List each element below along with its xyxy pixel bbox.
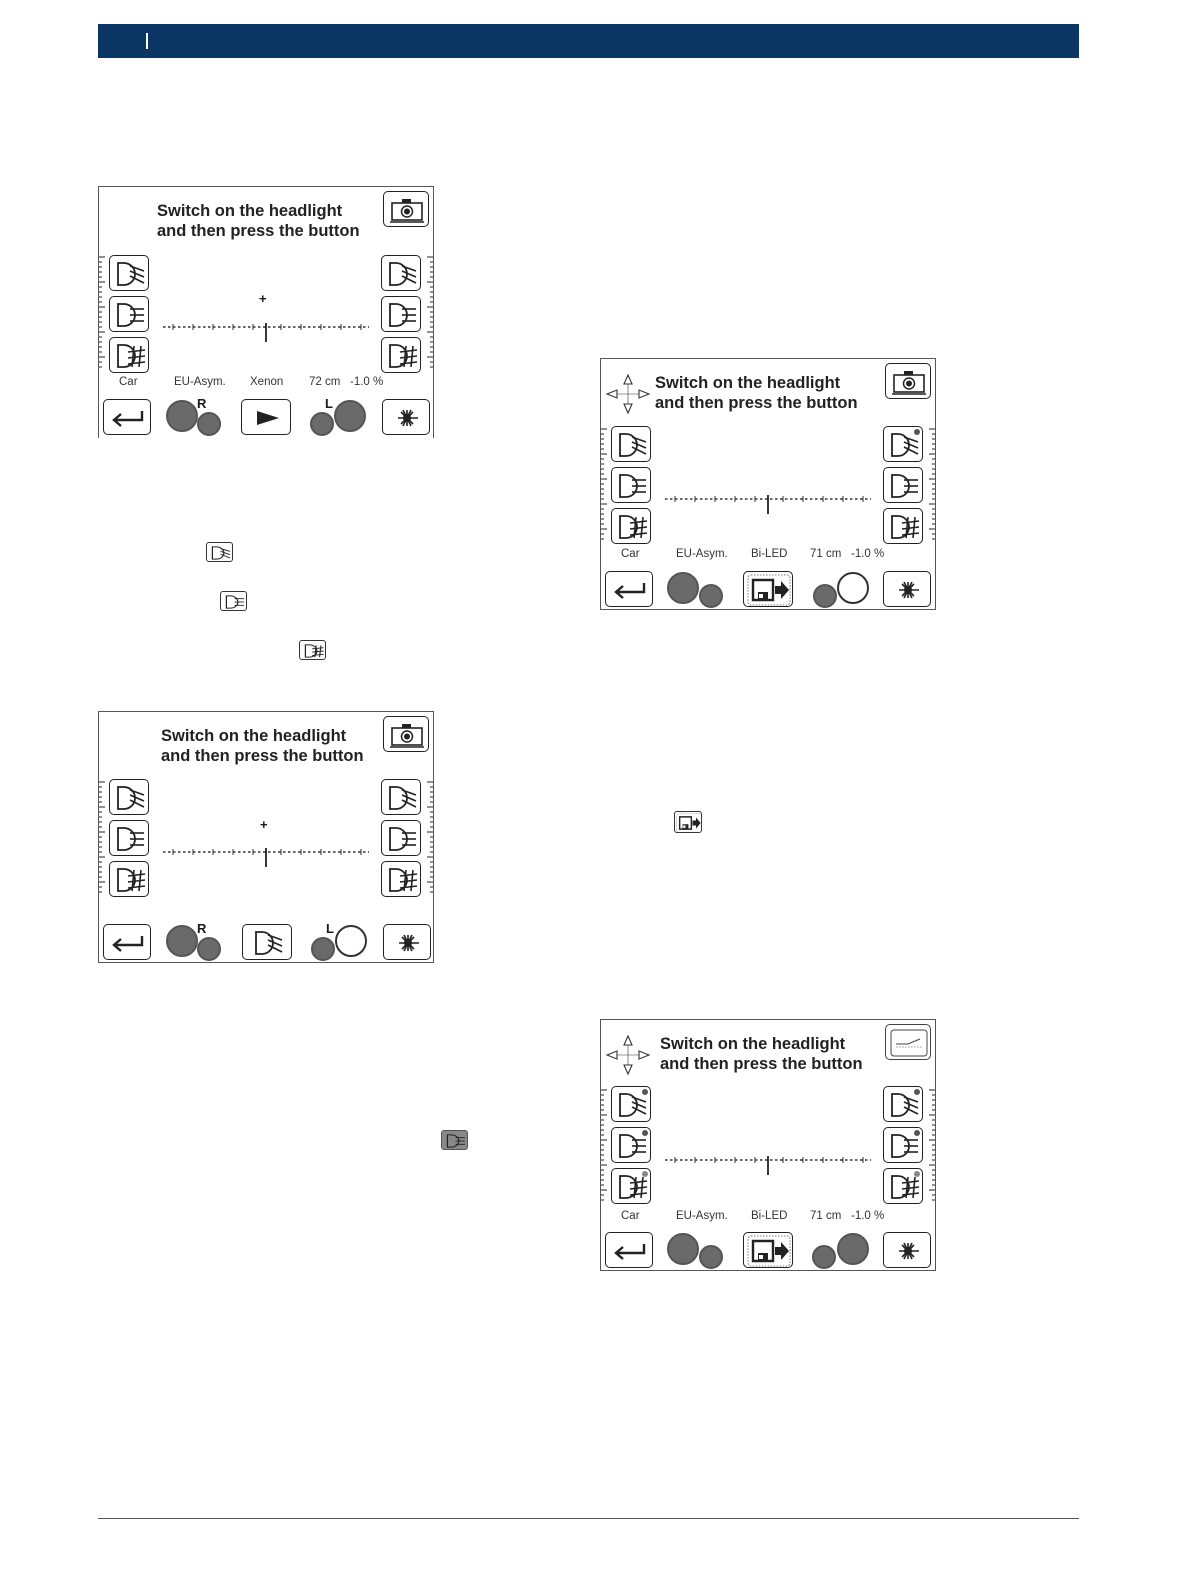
status-mode: EU-Asym. xyxy=(174,376,226,388)
left-fog-light-button[interactable] xyxy=(109,337,149,373)
left-low-beam-button[interactable] xyxy=(109,255,149,291)
high-beam-icon xyxy=(382,821,422,857)
inline-save-export-icon xyxy=(674,811,702,833)
inline-low-beam-icon xyxy=(206,542,233,562)
headlight-screen-xenon xyxy=(98,186,434,438)
left-low-beam-button[interactable] xyxy=(611,1086,651,1122)
back-arrow-icon xyxy=(104,400,152,436)
right-low-beam-button[interactable] xyxy=(883,426,923,462)
right-vertical-ruler xyxy=(427,780,433,894)
camera-icon xyxy=(384,717,430,753)
move-arrows-icon xyxy=(605,373,651,415)
crosshair-marker: + xyxy=(260,817,268,832)
low-beam-icon xyxy=(382,780,422,816)
laser-icon xyxy=(884,572,932,608)
right-side-letter: R xyxy=(197,921,207,936)
save-export-icon xyxy=(744,572,794,608)
right-low-beam-button[interactable] xyxy=(381,255,421,291)
fog-light-icon xyxy=(884,509,924,545)
chart-graph-icon xyxy=(886,1025,932,1061)
right-headlight-big-indicator xyxy=(166,925,198,957)
camera-icon xyxy=(384,192,430,228)
back-arrow-icon xyxy=(606,572,654,608)
high-beam-icon xyxy=(612,468,652,504)
laser-icon xyxy=(884,1233,932,1269)
camera-button[interactable] xyxy=(383,716,429,752)
right-headlight-small-indicator xyxy=(699,1245,723,1269)
camera-icon xyxy=(886,364,932,400)
status-vehicle: Car xyxy=(621,1210,640,1222)
status-inclination: -1.0 % xyxy=(851,548,885,560)
high-beam-icon xyxy=(884,468,924,504)
low-beam-icon xyxy=(243,925,293,961)
camera-button[interactable] xyxy=(383,191,429,227)
right-vertical-ruler xyxy=(427,255,433,369)
move-arrows-icon xyxy=(605,1034,651,1076)
low-beam-mode-button[interactable] xyxy=(242,924,292,960)
low-beam-icon xyxy=(110,256,150,292)
status-distance: 71 cm xyxy=(810,1210,842,1222)
fog-light-icon xyxy=(382,862,422,898)
left-fog-light-button[interactable] xyxy=(611,1168,651,1204)
status-distance: 71 cm xyxy=(810,548,842,560)
back-arrow-icon xyxy=(606,1233,654,1269)
measured-dot xyxy=(914,1089,920,1095)
fog-light-icon xyxy=(110,338,150,374)
left-vertical-ruler xyxy=(601,1088,607,1202)
start-button[interactable] xyxy=(241,399,291,435)
status-mode: EU-Asym. xyxy=(676,548,728,560)
left-headlight-big-indicator xyxy=(837,572,869,604)
screen-message: Switch on the headlight and then press the button xyxy=(161,727,364,765)
left-fog-light-button[interactable] xyxy=(611,508,651,544)
left-vertical-ruler xyxy=(99,780,105,894)
horizontal-scale xyxy=(665,1154,871,1176)
status-lamp-type: Bi-LED xyxy=(751,1210,788,1222)
horizontal-scale xyxy=(665,493,871,515)
low-beam-icon xyxy=(110,780,150,816)
left-headlight-small-indicator xyxy=(310,412,334,436)
status-distance: 72 cm xyxy=(309,376,341,388)
left-headlight-small-indicator xyxy=(812,1245,836,1269)
save-export-button[interactable] xyxy=(743,1232,793,1268)
left-headlight-big-indicator xyxy=(334,400,366,432)
right-headlight-small-indicator xyxy=(197,412,221,436)
left-vertical-ruler xyxy=(99,255,105,369)
header-separator xyxy=(146,33,148,49)
left-vertical-ruler xyxy=(601,427,607,541)
right-vertical-ruler xyxy=(929,1088,935,1202)
right-high-beam-button[interactable] xyxy=(883,1127,923,1163)
crosshair-marker: + xyxy=(259,291,267,306)
measured-dot xyxy=(914,1171,920,1177)
measured-dot xyxy=(914,429,920,435)
left-low-beam-button[interactable] xyxy=(611,426,651,462)
fog-light-icon xyxy=(382,338,422,374)
high-beam-icon xyxy=(110,821,150,857)
headlight-screen-mode-select xyxy=(98,711,434,963)
camera-button[interactable] xyxy=(885,363,931,399)
high-beam-icon xyxy=(382,297,422,333)
left-high-beam-button[interactable] xyxy=(109,296,149,332)
left-low-beam-button[interactable] xyxy=(109,779,149,815)
status-mode: EU-Asym. xyxy=(676,1210,728,1222)
status-inclination: -1.0 % xyxy=(851,1210,885,1222)
laser-button[interactable] xyxy=(883,571,931,607)
status-inclination: -1.0 % xyxy=(350,376,384,388)
measured-dot xyxy=(642,1171,648,1177)
right-headlight-small-indicator xyxy=(699,584,723,608)
inline-high-beam-active-icon xyxy=(441,1130,468,1150)
status-vehicle: Car xyxy=(621,548,640,560)
fog-light-icon xyxy=(612,509,652,545)
left-high-beam-button[interactable] xyxy=(611,467,651,503)
left-headlight-small-indicator xyxy=(311,937,335,961)
right-headlight-big-indicator xyxy=(166,400,198,432)
right-fog-light-button[interactable] xyxy=(883,1168,923,1204)
headlight-screen-bi-led xyxy=(600,358,936,610)
measured-dot xyxy=(642,1089,648,1095)
status-lamp-type: Bi-LED xyxy=(751,548,788,560)
inline-high-beam-icon xyxy=(220,591,247,611)
left-headlight-small-indicator xyxy=(813,584,837,608)
left-headlight-big-indicator xyxy=(837,1233,869,1265)
headlight-screen-bi-led-measured xyxy=(600,1019,936,1271)
right-high-beam-button[interactable] xyxy=(883,467,923,503)
right-high-beam-button[interactable] xyxy=(381,820,421,856)
right-fog-light-button[interactable] xyxy=(883,508,923,544)
fog-light-icon xyxy=(110,862,150,898)
left-side-letter: L xyxy=(325,396,333,411)
inline-fog-light-icon xyxy=(299,640,326,660)
laser-button[interactable] xyxy=(382,399,430,435)
back-button[interactable] xyxy=(605,1232,653,1268)
horizontal-scale xyxy=(163,321,369,343)
screen-message: Switch on the headlight and then press the button xyxy=(157,202,360,240)
back-arrow-icon xyxy=(104,925,152,961)
back-button[interactable] xyxy=(605,571,653,607)
footer-divider xyxy=(98,1518,1079,1519)
status-vehicle: Car xyxy=(119,376,138,388)
horizontal-scale xyxy=(163,846,369,868)
right-headlight-small-indicator xyxy=(197,937,221,961)
save-export-button[interactable] xyxy=(743,571,793,607)
left-headlight-big-indicator xyxy=(335,925,367,957)
laser-button[interactable] xyxy=(383,924,431,960)
low-beam-icon xyxy=(612,427,652,463)
right-high-beam-button[interactable] xyxy=(381,296,421,332)
header-bar xyxy=(98,24,1079,58)
right-low-beam-button[interactable] xyxy=(883,1086,923,1122)
laser-icon xyxy=(383,400,431,436)
laser-button[interactable] xyxy=(883,1232,931,1268)
graph-view-button[interactable] xyxy=(885,1024,931,1060)
save-export-icon xyxy=(744,1233,794,1269)
low-beam-icon xyxy=(382,256,422,292)
right-fog-light-button[interactable] xyxy=(381,337,421,373)
left-fog-light-button[interactable] xyxy=(109,861,149,897)
back-button[interactable] xyxy=(103,399,151,435)
left-high-beam-button[interactable] xyxy=(109,820,149,856)
back-button[interactable] xyxy=(103,924,151,960)
status-lamp-type: Xenon xyxy=(250,376,284,388)
screen-message: Switch on the headlight and then press the button xyxy=(660,1035,863,1073)
right-side-letter: R xyxy=(197,396,207,411)
right-headlight-big-indicator xyxy=(667,1233,699,1265)
laser-icon xyxy=(384,925,432,961)
right-fog-light-button[interactable] xyxy=(381,861,421,897)
measured-dot xyxy=(914,1130,920,1136)
right-headlight-big-indicator xyxy=(667,572,699,604)
play-icon xyxy=(242,400,292,436)
measured-dot xyxy=(642,1130,648,1136)
left-side-letter: L xyxy=(326,921,334,936)
left-high-beam-button[interactable] xyxy=(611,1127,651,1163)
high-beam-icon xyxy=(110,297,150,333)
right-low-beam-button[interactable] xyxy=(381,779,421,815)
screen-message: Switch on the headlight and then press the button xyxy=(655,374,858,412)
right-vertical-ruler xyxy=(929,427,935,541)
